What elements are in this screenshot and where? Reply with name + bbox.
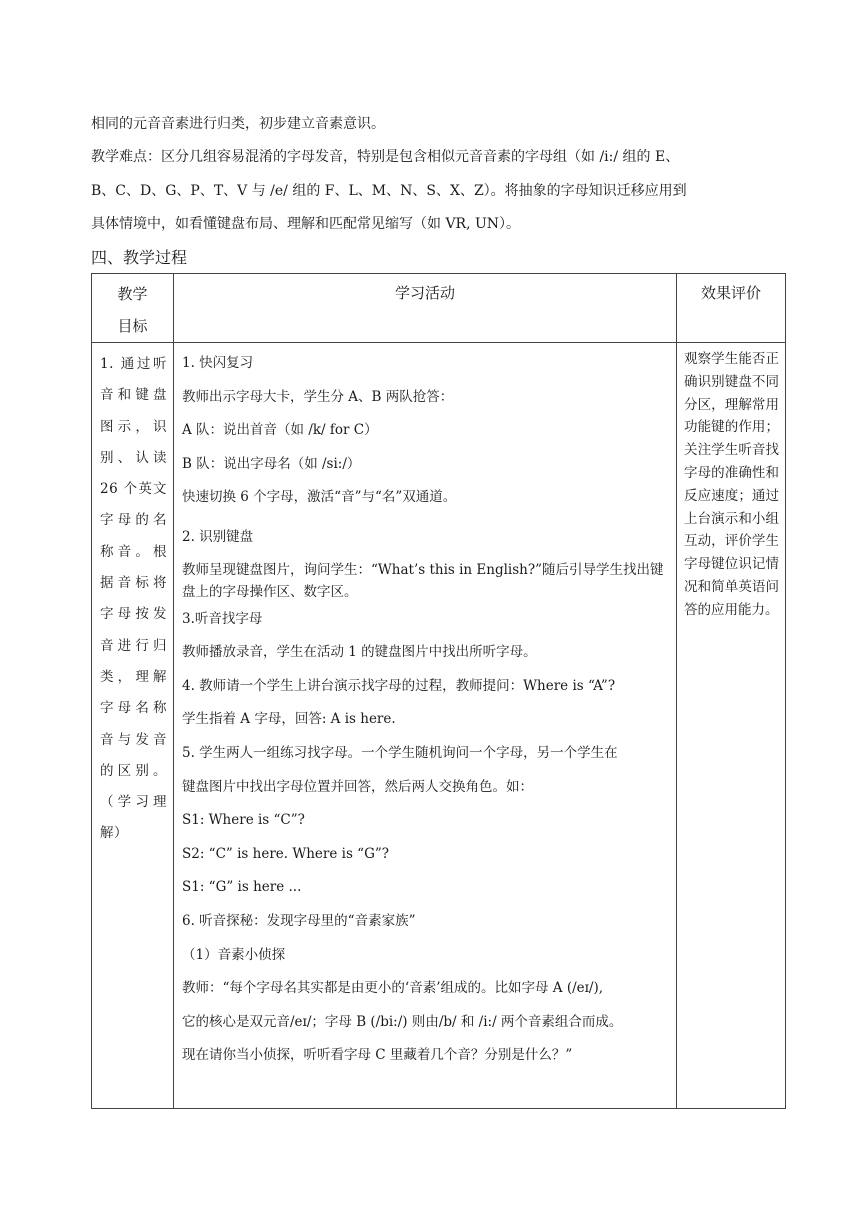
table-header-row: [92, 274, 786, 343]
activity-line: 学生指着 A 字母，回答: A is here.: [182, 711, 396, 728]
activity-line: S1: “G” is here ...: [182, 879, 302, 896]
activity-line: 1. 快闪复习: [182, 355, 254, 371]
activity-line: 4. 教师请一个学生上讲台演示找字母的过程，教师提问：Where is “A”?: [182, 677, 616, 694]
activity-line: 教师呈现键盘图片，询问学生：“What’s this in English?”随后引导学生找出键盘上的字母操作区、数字区。: [182, 561, 664, 600]
activity-line: 教师：“每个字母名其实都是由更小的‘音素’组成的。比如字母 A (/eɪ/),: [182, 980, 604, 997]
activity-cell: [174, 343, 677, 1109]
activity-line: 键盘图片中找出字母位置并回答，然后两人交换角色。如：: [182, 778, 533, 795]
intro-line-2: 教学难点：区分几组容易混淆的字母发音，特别是包含相似元音音素的字母组（如 /i:/ 组的 E、: [91, 149, 680, 165]
activity-line: S1: Where is “C”?: [182, 812, 305, 829]
activity-line: 3.听音找字母: [182, 610, 263, 627]
activity-line: （1）音素小侦探: [182, 946, 286, 963]
header-goal: [92, 274, 174, 343]
activity-line: S2: “C” is here. Where is “G”?: [182, 845, 390, 862]
activity-line: 教师播放录音，学生在活动 1 的键盘图片中找出所听字母。: [182, 644, 537, 661]
activity-line: 现在请你当小侦探，听听看字母 C 里藏着几个音？分别是什么？”: [182, 1047, 573, 1064]
intro-line-1: 相同的元音音素进行归类，初步建立音素意识。: [91, 116, 385, 132]
activity-line: 6. 听音探秘：发现字母里的“音素家族”: [182, 912, 416, 929]
goal-cell: [92, 343, 174, 1109]
activity-line: B 队：说出字母名（如 /si:/）: [182, 455, 361, 472]
evaluation-cell: [677, 343, 786, 1109]
activity-line: 5. 学生两人一组练习找字母。一个学生随机询问一个字母，另一个学生在: [182, 744, 618, 761]
activity-line: A 队：说出首音（如 /k/ for C）: [182, 422, 378, 439]
intro-line-3: B、C、D、G、P、T、V 与 /e/ 组的 F、L、M、N、S、X、Z）。将抽象的字母知识迁移应用到: [91, 183, 687, 199]
header-goal-line-1: 教学: [117, 285, 148, 303]
table-row: [92, 343, 786, 1109]
intro-line-4: 具体情境中，如看懂键盘布局、理解和匹配常见缩写（如 VR, UN）。: [91, 216, 521, 232]
header-evaluation: 效果评价: [677, 274, 786, 343]
header-goal-line-2: 目标: [117, 317, 148, 335]
teaching-process-table: [91, 273, 786, 1109]
activity-line: 它的核心是双元音/eɪ/；字母 B (/bi:/) 则由/b/ 和 /i:/ 两个音素组合而成。: [182, 1013, 623, 1030]
header-activity: 学习活动: [174, 274, 677, 343]
activity-line: 快速切换 6 个字母，激活“音”与“名”双通道。: [182, 489, 457, 506]
activity-line: 2. 识别键盘: [182, 528, 254, 545]
section-title: 四、教学过程: [91, 248, 188, 267]
activity-line: 教师出示字母大卡，学生分 A、B 两队抢答：: [182, 388, 454, 405]
evaluation-text: 观察学生能否正确识别键盘不同分区，理解常用功能键的作用；关注学生听音找字母的准确性和反应速度；通过上台演示和小组互动，评价学生字母键位识记情况和简单英语问答的应用能力。: [684, 351, 779, 618]
goal-text: 1. 通过听音和键盘图示，识别、认读 26 个英文字母的名称音。根据音标将字母按发音进行归类，理解字母名称音与发音的区别。（学习理解）: [100, 356, 167, 842]
